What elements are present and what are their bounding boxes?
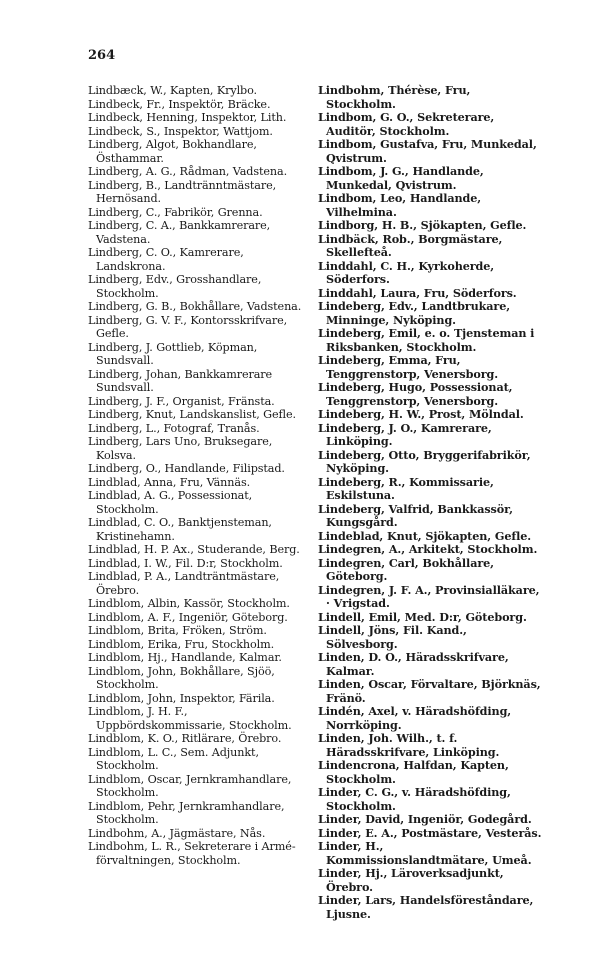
directory-entry: Lindberg, Algot, Bokhandlare, Östhammar. (88, 138, 257, 165)
directory-entry: Lindegren, J. F. A., Provinsialläkare, · Vrigstad. (318, 582, 540, 610)
directory-entry: Lindbom, Gustafva, Fru, Munkedal, Qvistrum. (318, 137, 537, 165)
directory-entry: Lindberg, C. O., Kamrerare, Landskrona. (88, 246, 244, 273)
directory-entry: Lindberg, A. G., Rådman, Vadstena. (88, 165, 288, 178)
directory-entry: Lindberg, Johan, Bankkamrerare Sundsvall. (88, 367, 273, 394)
directory-entry: Lindbom, J. G., Handlande, Munkedal, Qvistrum. (318, 164, 484, 192)
directory-entry: Linder, Hj., Läroverksadjunkt, Örebro. (318, 866, 504, 894)
directory-entry: Linden, Joh. Wilh., t. f. Häradsskrifvare, Linköping. (318, 731, 500, 759)
directory-entry: Lindblad, Anna, Fru, Vännäs. (88, 475, 251, 489)
directory-entry: Linden, Oscar, Förvaltare, Björknäs, Fränö. (318, 677, 541, 705)
directory-entry: Lindell, Emil, Med. D:r, Göteborg. (318, 609, 527, 624)
directory-entry: Lindberg, L., Fotograf, Tranås. (88, 421, 260, 435)
directory-entry: Lindegren, Carl, Bokhållare, Göteborg. (318, 555, 494, 583)
directory-entry: Lindblom, K. O., Ritlärare, Örebro. (88, 732, 282, 745)
directory-entry: Lindblom, L. C., Sem. Adjunkt, Stockholm. (88, 745, 259, 772)
directory-entry: Lindblom, Albin, Kassör, Stockholm. (88, 597, 290, 610)
directory-entry: Lindencrona, Halfdan, Kapten, Stockholm. (318, 758, 509, 786)
directory-entry: Lindblom, J. H. F., Uppbördskommissarie, Stockholm. (88, 705, 292, 732)
directory-entry: Lindberg, C. A., Bankkamrerare, Vadstena. (88, 219, 271, 246)
directory-entry: Lindeberg, Valfrid, Bankkassör, Kungsgård. (318, 501, 513, 529)
directory-entry: Lindberg, Knut, Landskanslist, Gefle. (88, 408, 297, 421)
directory-entry: Lindbæck, W., Kapten, Krylbo. (88, 84, 258, 97)
directory-entry: Lindblom, John, Inspektor, Färila. (88, 691, 275, 705)
directory-entry: Lindborg, H. B., Sjökapten, Gefle. (318, 218, 527, 232)
directory-entry: Lindeberg, Emma, Fru, Tenggrenstorp, Venersborg. (318, 353, 499, 381)
directory-entry: Lindberg, C., Fabrikör, Grenna. (88, 205, 263, 219)
page-number: 264 (88, 48, 116, 63)
directory-entry: Linddahl, C. H., Kyrkoherde, Söderfors. (318, 258, 495, 286)
directory-entry: Lindblad, A. G., Possessionat, Stockholm. (88, 489, 253, 516)
directory-entry: Lindbom, Leo, Handlande, Vilhelmina. (318, 191, 482, 219)
directory-entry: Lindeberg, Hugo, Possessionat, Tenggrenstorp, Venersborg. (318, 380, 513, 408)
directory-entry: Lindeberg, Edv., Landtbrukare, Minninge, Nyköping. (318, 299, 511, 327)
directory-entry: Lindeberg, Emil, e. o. Tjensteman i Riksbanken, Stockholm. (318, 326, 535, 354)
directory-entry: Lindblom, Hj., Handlande, Kalmar. (88, 651, 282, 664)
directory-entry: Lindberg, B., Landtränntmästare, Hernösand. (88, 178, 277, 205)
directory-entry: Lindblom, John, Bokhållare, Sjöö, Stockholm. (88, 664, 275, 691)
directory-entry: Linder, C. G., v. Häradshöfding, Stockholm. (318, 785, 511, 813)
directory-entry: Lindberg, Edv., Grosshandlare, Stockholm. (88, 273, 262, 300)
directory-entry: Lindberg, Lars Uno, Bruksegare, Kolsva. (88, 435, 273, 462)
directory-entry: Lindblom, Brita, Fröken, Ström. (88, 624, 267, 637)
directory-entry: Lindeberg, Otto, Bryggerifabrikör, Nyköping. (318, 447, 531, 475)
directory-entry: Linddahl, Laura, Fru, Söderfors. (318, 285, 517, 300)
directory-entry: Linder, Lars, Handelsföreståndare, Ljusne. (318, 893, 534, 921)
directory-entry: Lindberg, O., Handlande, Filipstad. (88, 462, 285, 475)
directory-entry: Lindbäck, Rob., Borgmästare, Skellefteå. (318, 231, 503, 259)
directory-entry: Lindbohm, A., Jägmästare, Nås. (88, 826, 266, 840)
directory-entry: Lindeberg, J. O., Kamrerare, Linköping. (318, 420, 492, 448)
directory-entry: Lindeberg, H. W., Prost, Mölndal. (318, 407, 524, 421)
directory-entry: Lindberg, G. V. F., Kontorsskrifvare, Gefle. (88, 313, 288, 340)
directory-entry: Lindbohm, Thérèse, Fru, Stockholm. (318, 83, 471, 111)
directory-entry: Lindblom, A. F., Ingeniör, Göteborg. (88, 610, 288, 624)
directory-entry: Lindberg, J. F., Organist, Fränsta. (88, 394, 275, 408)
right-column (318, 84, 542, 921)
directory-entry: Lindbom, G. O., Sekreterare, Auditör, Stockholm. (318, 110, 495, 138)
directory-entry: Lindell, Jöns, Fil. Kand., Sölvesborg. (318, 623, 467, 651)
directory-entry: Lindblad, H. P. Ax., Studerande, Berg. (88, 543, 300, 556)
left-column (88, 84, 303, 867)
directory-entry: Lindeberg, R., Kommissarie, Eskilstuna. (318, 474, 494, 502)
directory-entry: Lindblad, I. W., Fil. D:r, Stockholm. (88, 556, 283, 570)
directory-entry: Lindegren, A., Arkitekt, Stockholm. (318, 542, 538, 556)
directory-entry: Linder, H., Kommissionslandtmätare, Umeå. (318, 839, 532, 867)
directory-entry: Lindblom, Oscar, Jernkramhandlare, Stockholm. (88, 772, 292, 799)
directory-entry: Lindén, Axel, v. Häradshöfding, Norrköping. (318, 704, 512, 732)
directory-entry: Lindberg, G. B., Bokhållare, Vadstena. (88, 300, 302, 313)
directory-entry: Lindbeck, S., Inspektor, Wattjom. (88, 124, 273, 138)
directory-entry: Lindblom, Erika, Fru, Stockholm. (88, 637, 275, 651)
directory-entry: Lindbeck, Fr., Inspektör, Bräcke. (88, 97, 271, 111)
directory-entry: Lindbohm, L. R., Sekreterare i Armé-förvaltningen, Stockholm. (88, 840, 296, 867)
directory-entry: Lindblad, P. A., Landträntmästare, Örebro. (88, 570, 280, 597)
directory-entry: Lindbeck, Henning, Inspektor, Lith. (88, 111, 287, 124)
directory-entry: Linder, E. A., Postmästare, Vesterås. (318, 825, 542, 840)
directory-entry: Lindberg, J. Gottlieb, Köpman, Sundsvall. (88, 340, 258, 367)
directory-entry: Lindblom, Pehr, Jernkramhandlare, Stockholm. (88, 799, 285, 826)
directory-entry: Linder, David, Ingeniör, Godegård. (318, 812, 532, 826)
directory-entry: Lindblad, C. O., Banktjensteman, Kristinehamn. (88, 516, 272, 543)
directory-entry: Linden, D. O., Häradsskrifvare, Kalmar. (318, 650, 509, 678)
directory-entry: Lindeblad, Knut, Sjökapten, Gefle. (318, 528, 532, 543)
